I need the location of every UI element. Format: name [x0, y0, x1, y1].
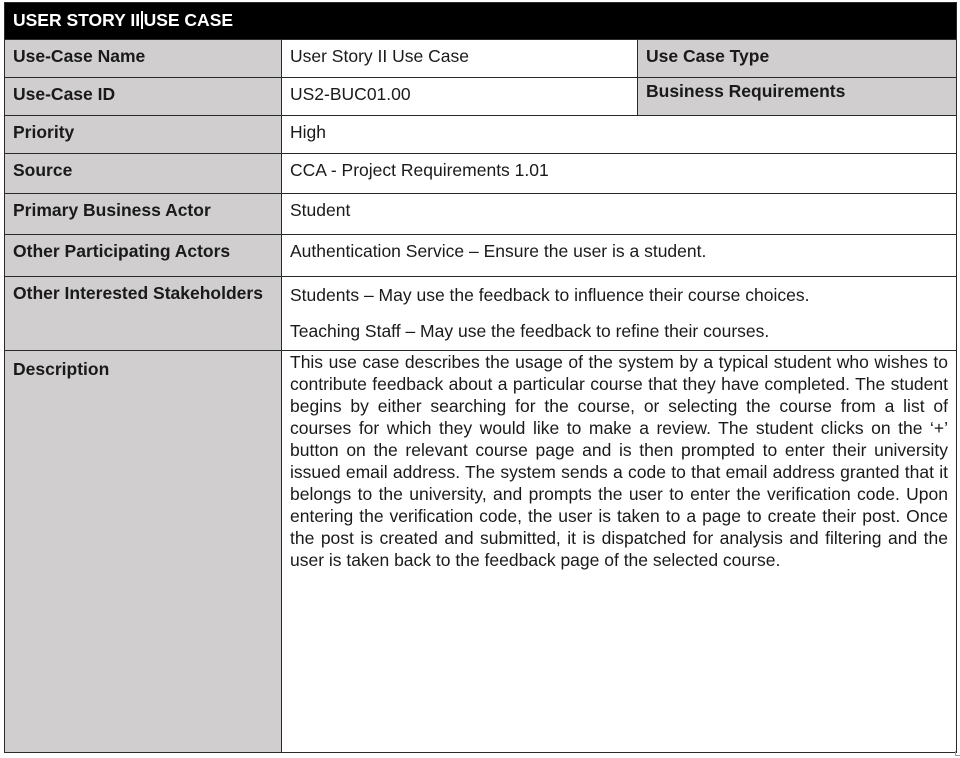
text-cursor — [141, 11, 143, 29]
stakeholder-line: Students – May use the feedback to influence their course choices. — [290, 285, 810, 305]
other-actors-value: Authentication Service – Ensure the user is a student. — [282, 235, 957, 277]
table-title — [5, 3, 957, 40]
description-text: This use case describes the usage of the system by a typical student who wishes to contribute feedback about a particular course that they have completed. The student begins by either searching for the course, or selecting the course from a list of courses for which they would like to make a review. The student clicks on the ‘+’ button on the relevant course page and is then prompted to enter their university issued email address. The system sends a code to that email address granted that it belongs to the university, and prompts the user to enter the verification code. Upon entering the verification code, the user is taken to a page to create their post. Once the post is created and submitted, it is dispatched for analysis and filtering and the user is taken back to the feedback page of the selected course. — [282, 351, 957, 753]
use-case-id-value: US2-BUC01.00 — [282, 78, 638, 116]
title-part-2: USE CASE — [143, 10, 234, 30]
primary-actor-label: Primary Business Actor — [5, 194, 282, 235]
source-value: CCA - Project Requirements 1.01 — [282, 154, 957, 194]
primary-actor-value: Student — [282, 194, 957, 235]
use-case-id-label: Use-Case ID — [5, 78, 282, 116]
description-label: Description — [5, 351, 282, 753]
stakeholder-line: Teaching Staff – May use the feedback to refine their courses. — [290, 321, 770, 341]
use-case-name-value: User Story II Use Case — [282, 40, 638, 78]
use-case-name-label: Use-Case Name — [5, 40, 282, 78]
source-label: Source — [5, 154, 282, 194]
priority-label: Priority — [5, 116, 282, 154]
stakeholders-value — [282, 277, 957, 351]
use-case-type-value: Business Requirements — [638, 78, 957, 116]
other-actors-label: Other Participating Actors — [5, 235, 282, 277]
use-case-type-label: Use Case Type — [638, 40, 957, 78]
title-part-1: USER STORY II — [13, 10, 141, 30]
corner-mark — [955, 751, 960, 756]
priority-value: High — [282, 116, 957, 154]
stakeholders-label: Other Interested Stakeholders — [5, 277, 282, 351]
use-case-table — [4, 2, 957, 753]
